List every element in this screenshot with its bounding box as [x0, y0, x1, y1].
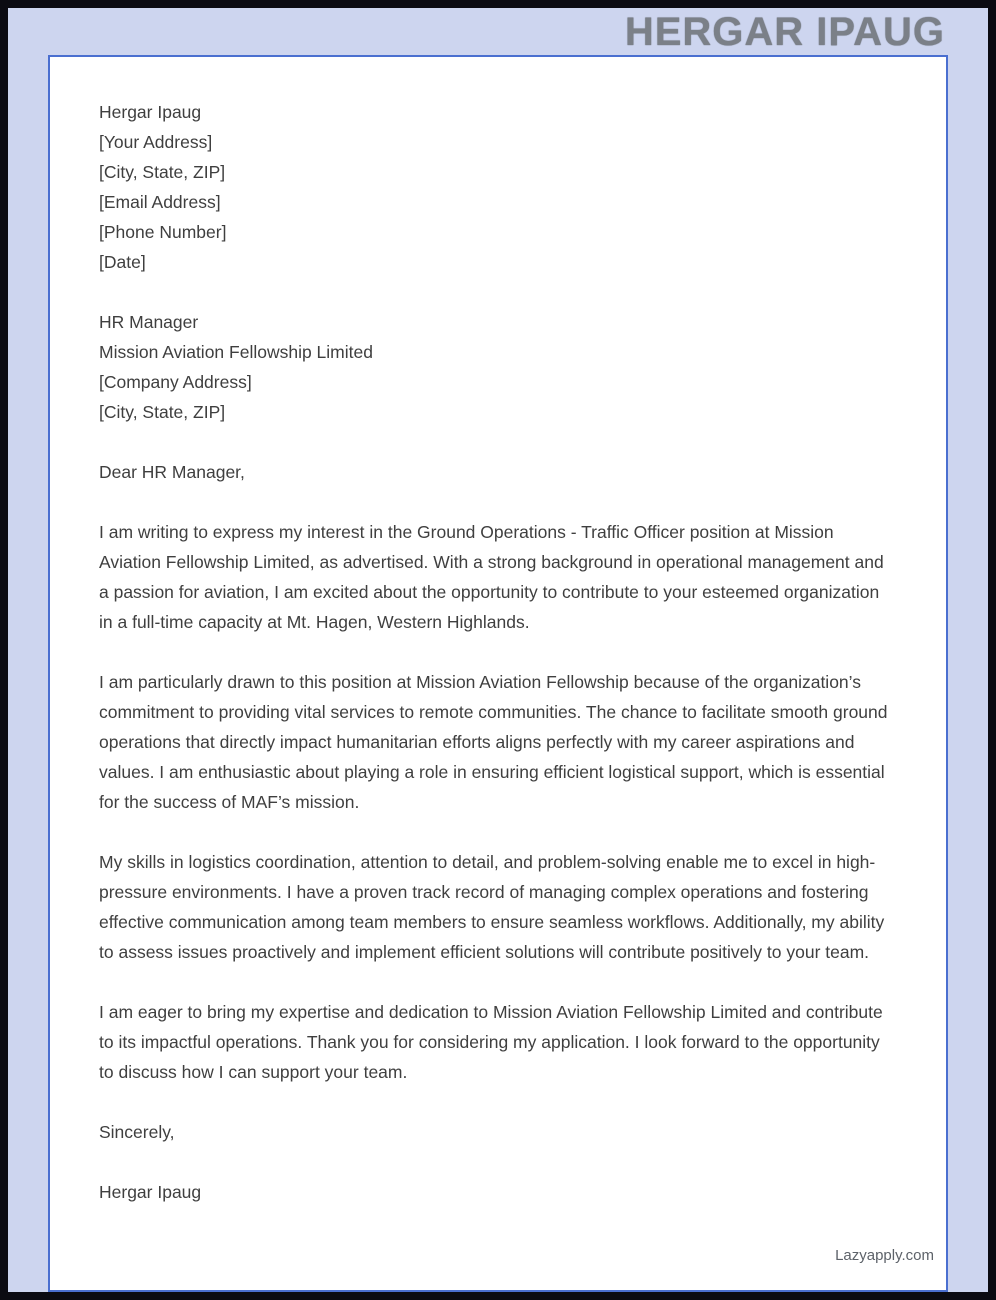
watermark: Lazyapply.com: [835, 1247, 934, 1264]
salutation: Dear HR Manager,: [99, 462, 245, 482]
sender-line: [Your Address]: [99, 132, 213, 152]
signature: Hergar Ipaug: [99, 1182, 202, 1202]
body-paragraph: I am particularly drawn to this position at Mission Aviation Fellowship because of the organization’s commitment to providing vital services to remote communities. The chance to facilitate smooth ground operations that directly impact humanitarian efforts aligns perfectly with my career aspirations and values. I am enthusiastic about playing a role in ensuring efficient logistical support, which is essential for the success of MAF’s mission.: [99, 672, 888, 812]
recipient-line: [Company Address]: [99, 372, 252, 392]
sender-line: [Email Address]: [99, 192, 221, 212]
letter-content: [50, 57, 899, 1207]
body-paragraph: I am writing to express my interest in the Ground Operations - Traffic Officer position at Mission Aviation Fellowship Limited, as advertised. With a strong background in operational management and a passion for aviation, I am excited about the opportunity to contribute to your esteemed organization in a full-time capacity at Mt. Hagen, Western Highlands.: [99, 522, 884, 632]
recipient-line: Mission Aviation Fellowship Limited: [99, 342, 373, 362]
body-paragraph: My skills in logistics coordination, attention to detail, and problem-solving enable me to excel in high-pressure environments. I have a proven track record of managing complex operations and fostering effective communication among team members to ensure seamless workflows. Additionally, my ability to assess issues proactively and implement efficient solutions will contribute positively to your team.: [99, 852, 885, 962]
letterhead-name: HERGAR IPAUG: [624, 10, 945, 54]
sender-line: [Date]: [99, 252, 146, 272]
recipient-block: [99, 307, 899, 427]
recipient-line: [City, State, ZIP]: [99, 402, 226, 422]
body-paragraph: I am eager to bring my expertise and dedication to Mission Aviation Fellowship Limited and contribute to its impactful operations. Thank you for considering my application. I look forward to the opportunity to discuss how I can support your team.: [99, 1002, 883, 1082]
sender-line: [City, State, ZIP]: [99, 162, 226, 182]
letter-page: [48, 55, 948, 1292]
sender-line: Hergar Ipaug: [99, 102, 202, 122]
sender-line: [Phone Number]: [99, 222, 227, 242]
recipient-line: HR Manager: [99, 312, 199, 332]
closing: Sincerely,: [99, 1122, 175, 1142]
sender-block: [99, 97, 899, 277]
